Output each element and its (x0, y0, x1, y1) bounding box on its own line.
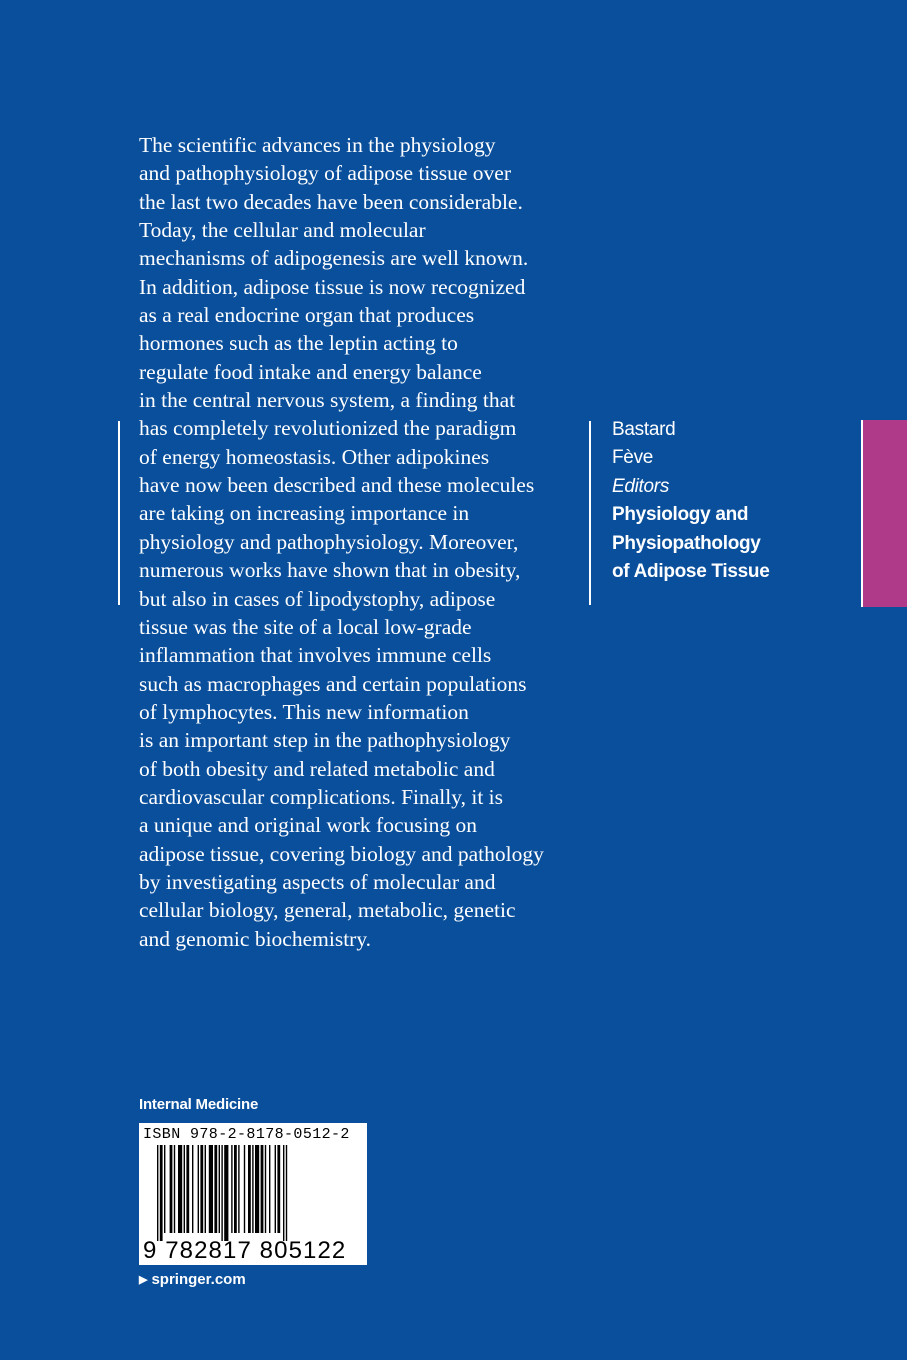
blurb-line: In addition, adipose tissue is now recognized (139, 274, 526, 299)
blurb-line: adipose tissue, covering biology and pathology (139, 841, 544, 866)
editor-name-2: Fève (612, 447, 654, 469)
side-panel (612, 416, 770, 586)
blurb-line: is an important step in the pathophysiology (139, 728, 511, 753)
book-title-line-1: Physiology and (612, 504, 749, 526)
blurb-line: such as macrophages and certain populations (139, 671, 527, 696)
book-title-line-3: of Adipose Tissue (612, 561, 770, 583)
blurb-line: of energy homeostasis. Other adipokines (139, 444, 490, 469)
blurb-line: the last two decades have been considerable. (139, 189, 523, 214)
website-text: springer.com (151, 1271, 246, 1288)
blurb-line: as a real endocrine organ that produces (139, 303, 475, 328)
barcode-bars (157, 1145, 353, 1241)
left-divider-rule (118, 421, 120, 605)
blurb-line: but also in cases of lipodystophy, adipose (139, 586, 496, 611)
blurb-line: hormones such as the leptin acting to (139, 331, 458, 356)
blurb-line: and genomic biochemistry. (139, 926, 372, 951)
blurb-line: of both obesity and related metabolic and (139, 756, 495, 781)
editors-label: Editors (612, 475, 670, 497)
blurb-line: in the central nervous system, a finding that (139, 388, 516, 413)
isbn-barcode (139, 1123, 367, 1265)
blurb-line: physiology and pathophysiology. Moreover, (139, 529, 519, 554)
ean-digits: 9 782817 805122 (143, 1237, 347, 1264)
category-label: Internal Medicine (139, 1096, 259, 1113)
website-link[interactable] (139, 1271, 246, 1288)
blurb-line: cellular biology, general, metabolic, genetic (139, 898, 516, 923)
back-cover-blurb (139, 131, 584, 953)
triangle-right-icon: ▶ (139, 1274, 148, 1286)
blurb-line: tissue was the site of a local low-grade (139, 614, 472, 639)
blurb-line: inflammation that involves immune cells (139, 643, 492, 668)
magenta-spine-tab (861, 420, 907, 607)
blurb-line: regulate food intake and energy balance (139, 359, 482, 384)
book-title-line-2: Physiopathology (612, 532, 761, 554)
blurb-line: numerous works have shown that in obesity, (139, 558, 521, 583)
blurb-line: have now been described and these molecules (139, 473, 535, 498)
isbn-text: ISBN 978-2-8178-0512-2 (143, 1126, 350, 1143)
editor-name-1: Bastard (612, 419, 676, 440)
blurb-line: mechanisms of adipogenesis are well known. (139, 246, 529, 271)
blurb-line: of lymphocytes. This new information (139, 699, 469, 724)
blurb-line: and pathophysiology of adipose tissue over (139, 161, 512, 186)
blurb-line: a unique and original work focusing on (139, 813, 477, 838)
blurb-line: The scientific advances in the physiology (139, 133, 496, 157)
blurb-line: are taking on increasing importance in (139, 501, 470, 526)
blurb-line: by investigating aspects of molecular and (139, 869, 496, 894)
blurb-line: Today, the cellular and molecular (139, 218, 426, 243)
blurb-line: cardiovascular complications. Finally, it is (139, 784, 504, 809)
blurb-line: has completely revolutionized the paradigm (139, 416, 517, 441)
right-divider-rule (589, 421, 591, 605)
